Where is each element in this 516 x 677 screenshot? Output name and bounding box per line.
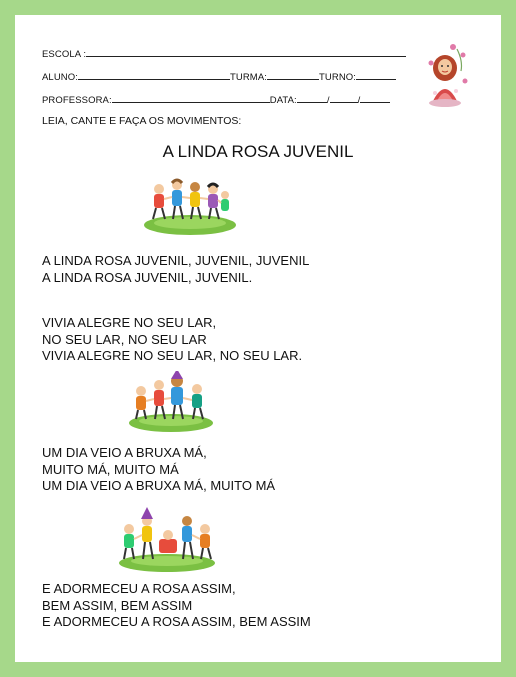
- stanza-3: [42, 445, 275, 495]
- shift-blank[interactable]: [356, 70, 396, 80]
- stanza-3-line-3: UM DIA VEIO A BRUXA MÁ, MUITO MÁ: [42, 478, 276, 493]
- stanza-3-line-1: UM DIA VEIO A BRUXA MÁ,: [42, 445, 207, 460]
- date-label: DATA:: [269, 95, 297, 106]
- children-dancing-illustration-1: [141, 175, 239, 237]
- children-dancing-illustration-2: [127, 371, 215, 433]
- stanza-4-line-1: E ADORMECEU A ROSA ASSIM,: [42, 581, 236, 596]
- shift-label: TURNO:: [319, 72, 357, 83]
- school-blank[interactable]: [86, 47, 406, 57]
- worksheet-page: [15, 15, 501, 662]
- stanza-2-line-2: NO SEU LAR, NO SEU LAR: [42, 331, 207, 347]
- stanza-1: [42, 253, 309, 286]
- stanza-1-line-2: A LINDA ROSA JUVENIL, JUVENIL.: [42, 269, 253, 285]
- stanza-2-line-1: VIVIA ALEGRE NO SEU LAR,: [42, 315, 217, 330]
- rose-girl-illustration: [423, 41, 471, 109]
- school-field-row: [42, 47, 406, 60]
- school-label: ESCOLA :: [42, 49, 87, 60]
- student-field-row: [42, 70, 396, 83]
- song-title: A LINDA ROSA JUVENIL: [162, 142, 354, 161]
- instructions-text: LEIA, CANTE E FAÇA OS MOVIMENTOS:: [42, 115, 242, 127]
- date-year-blank[interactable]: [360, 93, 390, 103]
- date-month-blank[interactable]: [330, 93, 358, 103]
- class-label: TURMA:: [229, 72, 267, 83]
- stanza-2: [42, 315, 302, 365]
- stanza-4: [42, 581, 311, 631]
- teacher-blank[interactable]: [112, 93, 270, 103]
- student-blank[interactable]: [78, 70, 230, 80]
- date-sep-2: /: [357, 95, 361, 106]
- student-label: ALUNO:: [42, 72, 78, 83]
- stanza-1-line-1: A LINDA ROSA JUVENIL, JUVENIL, JUVENIL: [42, 253, 310, 268]
- stanza-4-line-3: E ADORMECEU A ROSA ASSIM, BEM ASSIM: [42, 614, 311, 629]
- stanza-3-line-2: MUITO MÁ, MUITO MÁ: [42, 461, 179, 477]
- stanza-4-line-2: BEM ASSIM, BEM ASSIM: [42, 597, 193, 613]
- class-blank[interactable]: [267, 70, 319, 80]
- teacher-field-row: [42, 93, 390, 106]
- date-sep-1: /: [326, 95, 330, 106]
- teacher-label: PROFESSORA:: [42, 95, 112, 106]
- stanza-2-line-3: VIVIA ALEGRE NO SEU LAR, NO SEU LAR.: [42, 348, 303, 363]
- children-dancing-illustration-3: [115, 507, 219, 573]
- date-day-blank[interactable]: [297, 93, 327, 103]
